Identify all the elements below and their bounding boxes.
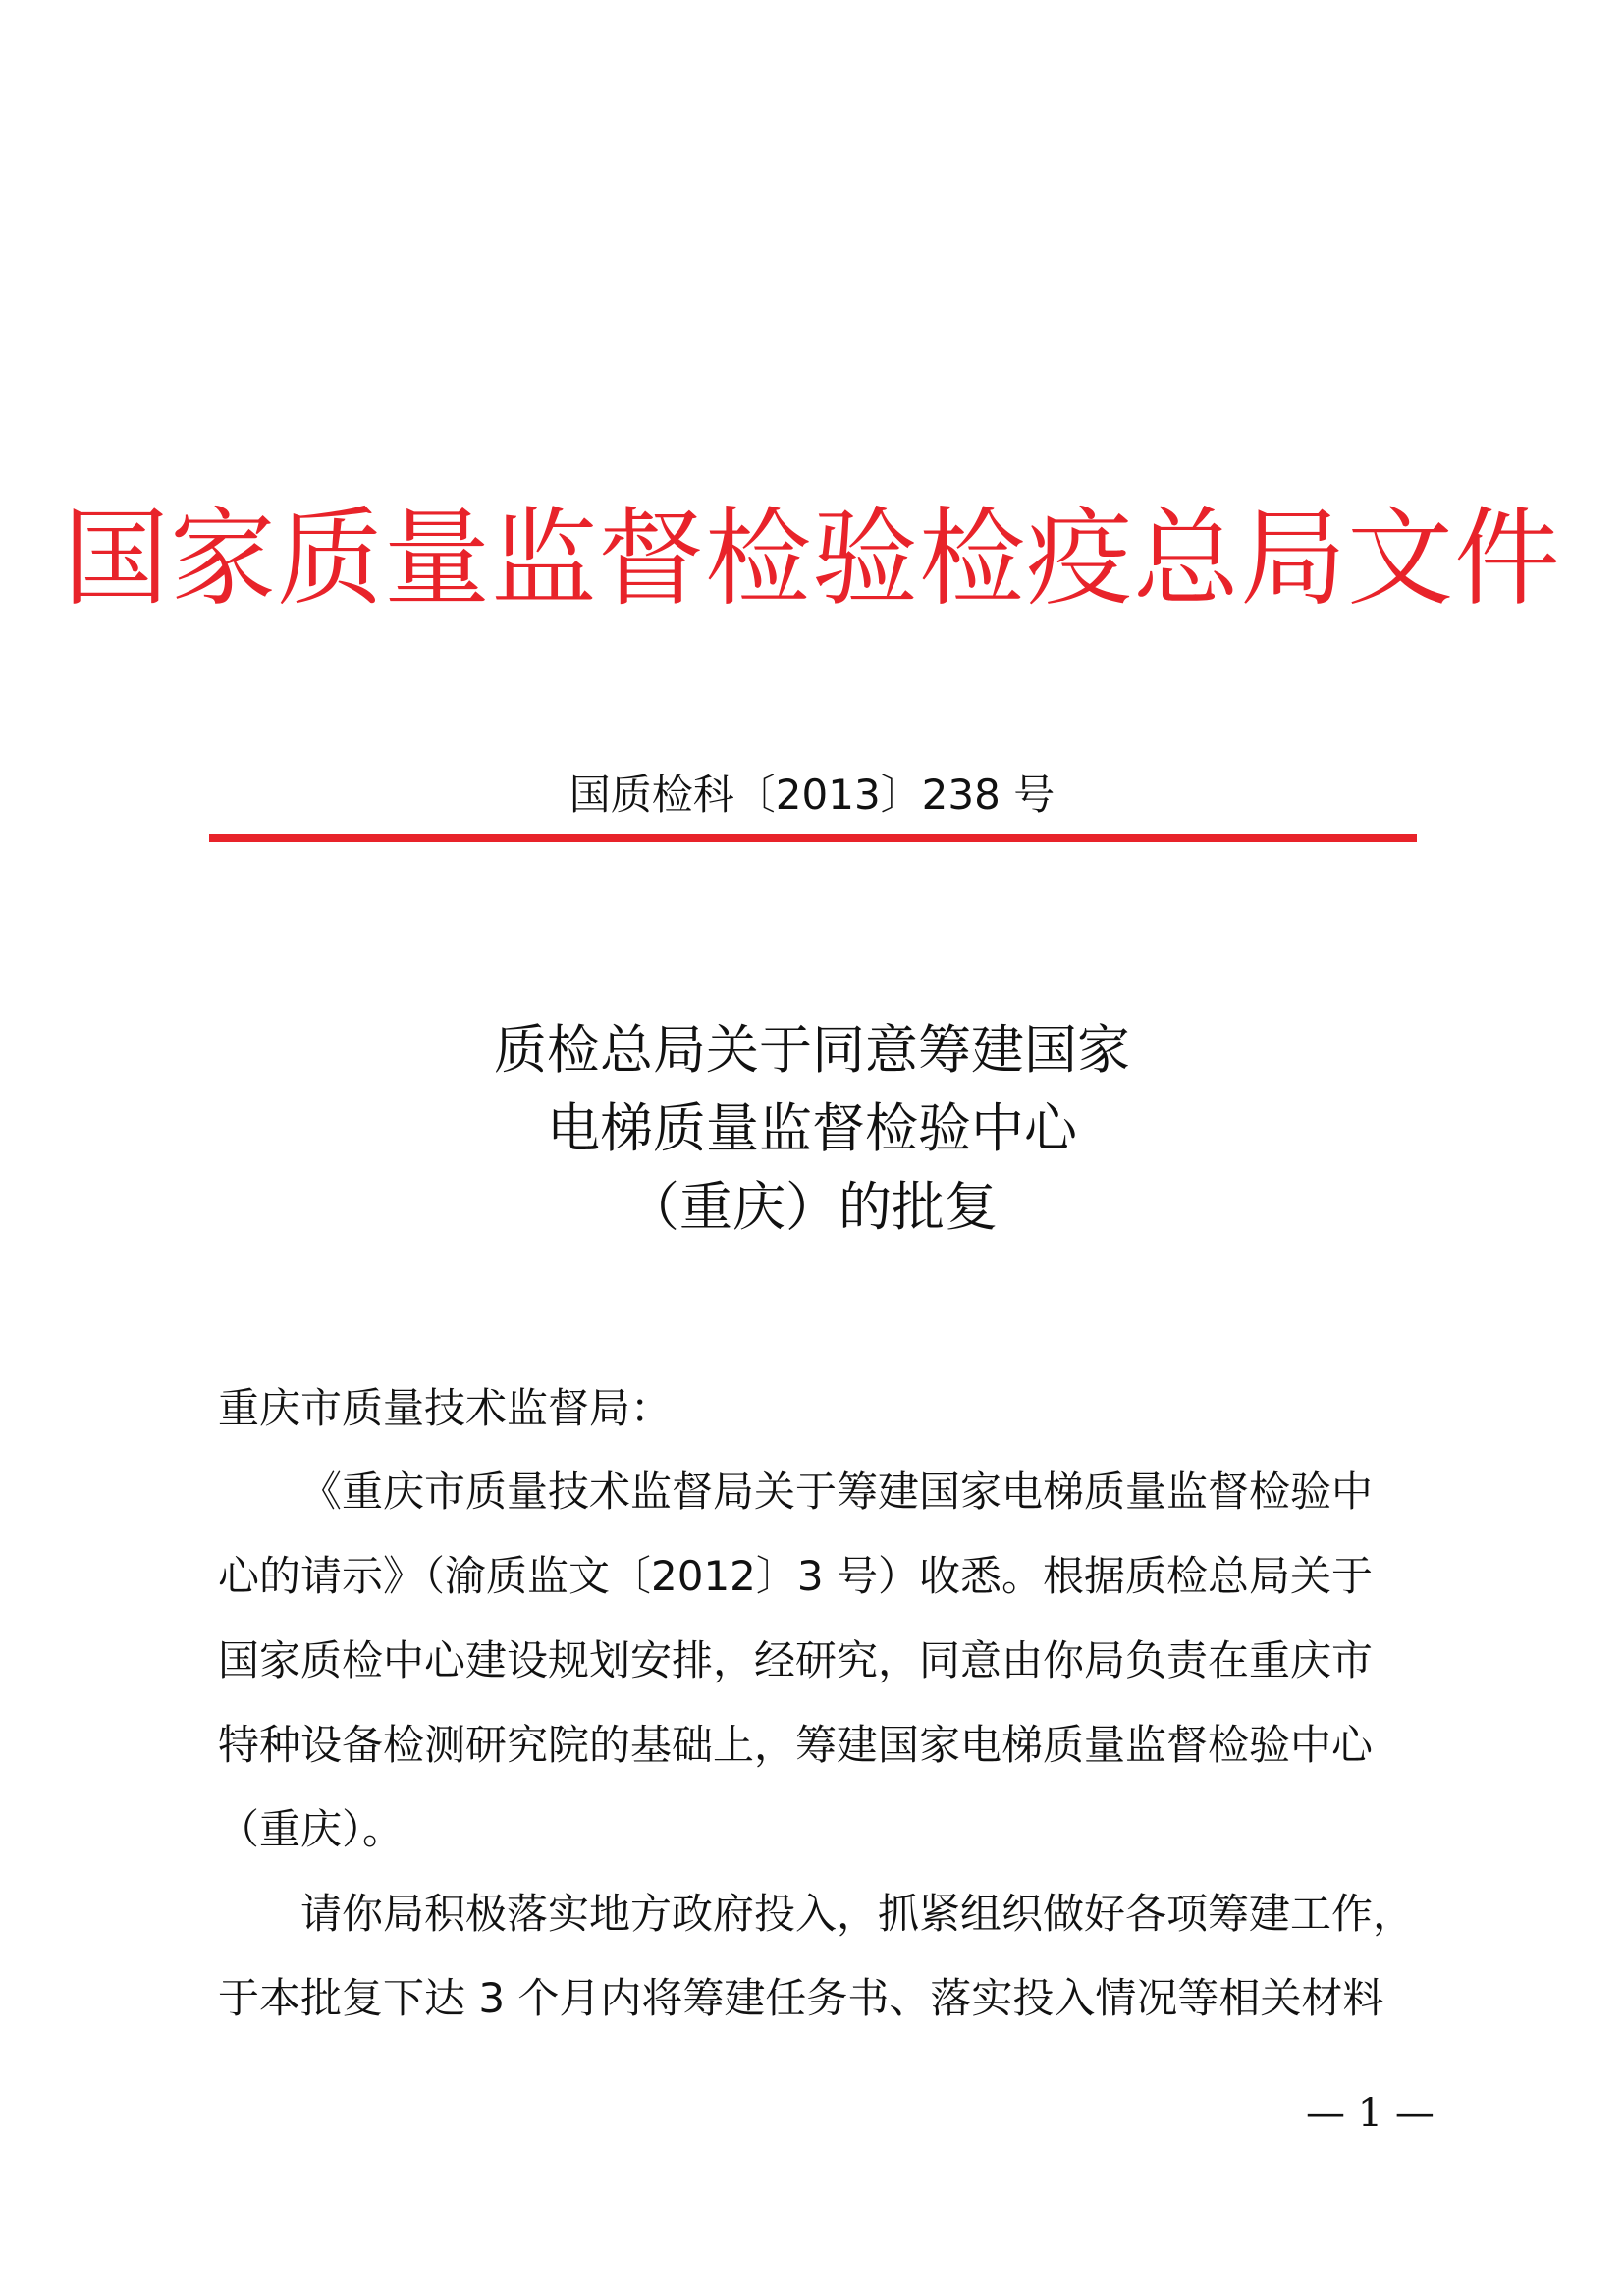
title-line-1: 质检总局关于同意筹建国家 [494, 1019, 1130, 1081]
salutation: 重庆市质量技术监督局： [218, 1384, 673, 1432]
body-line-7: 于本批复下达 3 个月内将筹建任务书、落实投入情况等相关材料 [218, 1974, 1384, 2022]
body-line-3: 国家质检中心建设规划安排，经研究，同意由你局负责在重庆市 [218, 1636, 1374, 1684]
document-number: 国质检科〔2013〕238 号 [568, 771, 1056, 819]
body-line-2: 心的请示》（渝质监文〔2012〕3 号）收悉。根据质检总局关于 [218, 1552, 1373, 1600]
body-line-4: 特种设备检测研究院的基础上，筹建国家电梯质量监督检验中心 [218, 1721, 1374, 1769]
issuer-title: 国家质量监督检验检疫总局文件 [62, 498, 1561, 620]
body-line-6: 请你局积极落实地方政府投入，抓紧组织做好各项筹建工作， [300, 1890, 1415, 1938]
title-line-2: 电梯质量监督检验中心 [547, 1097, 1077, 1159]
document-title [0, 1011, 1624, 1247]
title-line-3: （重庆）的批复 [626, 1176, 998, 1238]
red-divider-rule [209, 834, 1417, 842]
page-number: — 1 — [1306, 2091, 1435, 2136]
body-line-5: （重庆）。 [218, 1805, 405, 1853]
body-line-1: 《重庆市质量技术监督局关于筹建国家电梯质量监督检验中 [300, 1468, 1374, 1516]
